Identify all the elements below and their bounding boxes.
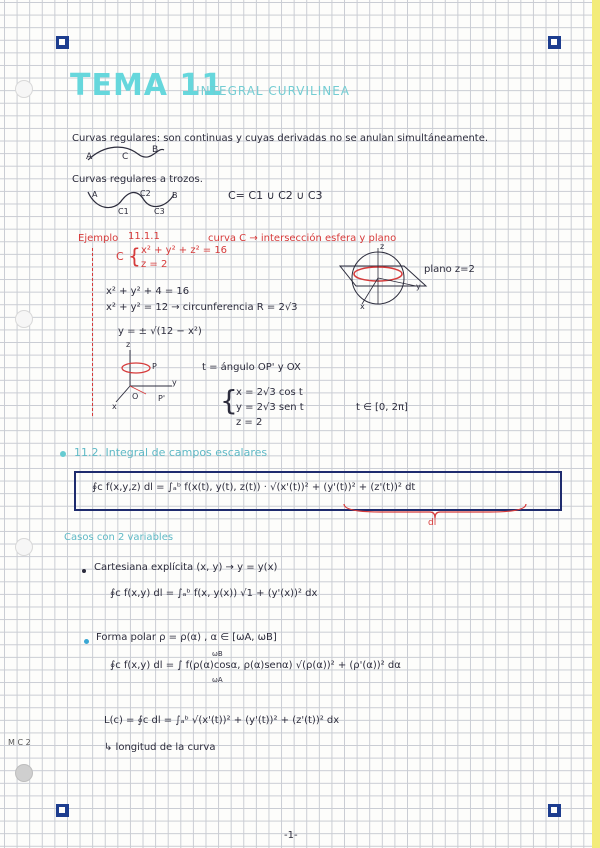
sphere-y-axis-label: y <box>416 282 421 291</box>
binder-hole <box>15 538 33 556</box>
t-definition: t = ángulo OP' y OX <box>202 362 301 373</box>
curve-c1-label: C1 <box>118 207 129 216</box>
page-title: TEMA 11 <box>70 68 224 103</box>
point-b-label: B <box>152 145 159 155</box>
corner-mark-bottom-right <box>548 804 561 817</box>
page-edge <box>592 0 600 848</box>
t-range: t ∈ [0, 2π] <box>356 402 408 413</box>
axis-y-label: y <box>172 378 177 387</box>
polar-upper-limit: ωB <box>212 650 223 658</box>
corner-mark-bottom-left <box>56 804 69 817</box>
margin-note: M C 2 <box>8 738 31 747</box>
param-y: y = 2√3 sen t <box>236 402 304 413</box>
point-a-label: A <box>86 152 93 162</box>
param-z: z = 2 <box>236 417 263 428</box>
system-brace: { <box>128 244 141 268</box>
plane-label: plano z=2 <box>424 264 475 275</box>
point-a-label: A <box>92 190 98 199</box>
page-number: -1- <box>284 830 298 841</box>
curve-c3-label: C3 <box>154 207 165 216</box>
param-brace: { <box>220 384 238 417</box>
sphere-x-axis-label: x <box>360 302 365 311</box>
system-equation-1: x² + y² + z² = 16 <box>141 245 228 256</box>
longitud-note: ↳ longitud de la curva <box>104 742 216 753</box>
dl-label: dl <box>428 518 437 528</box>
curve-c-symbol: C <box>116 250 124 263</box>
step-equation-1: x² + y² + 4 = 16 <box>106 286 190 297</box>
casos-heading: Casos con 2 variables <box>64 532 174 543</box>
system-equation-2: z = 2 <box>141 259 168 270</box>
cartesiana-formula: ∮c f(x,y) dl = ∫ₐᵇ f(x, y(x)) √1 + (y'(x))² dx <box>110 588 318 599</box>
step-equation-2: x² + y² = 12 → circunferencia R = 2√3 <box>106 302 298 313</box>
param-x: x = 2√3 cos t <box>236 387 303 398</box>
binder-hole <box>15 764 33 782</box>
longitud-formula: L(c) = ∮c dl = ∫ₐᵇ √(x'(t))² + (y'(t))² + (z'(t))² dx <box>104 715 340 726</box>
curve-c-label: C <box>122 152 129 162</box>
binder-hole <box>15 80 33 98</box>
step-equation-3: y = ± √(12 − x²) <box>118 326 202 337</box>
origin-label: O <box>132 392 139 401</box>
example-description: curva C → intersección esfera y plano <box>208 233 397 244</box>
corner-mark-top-left <box>56 36 69 49</box>
polar-formula: ∮c f(x,y) dl = ∫ f(ρ(α)cosα, ρ(α)senα) √(ρ(α))² + (ρ'(α))² dα <box>110 660 401 671</box>
example-margin-line <box>92 248 93 416</box>
list-bullet <box>82 569 86 573</box>
polar-angle-diagram <box>110 346 180 408</box>
binder-hole <box>15 310 33 328</box>
section-11-2-title: 11.2. Integral de campos escalares <box>74 446 268 459</box>
sphere-z-axis-label: z <box>380 242 385 251</box>
polar-text: Forma polar ρ = ρ(α) , α ∈ [ωA, ωB] <box>96 632 277 643</box>
list-bullet <box>84 639 89 644</box>
main-formula: ∮c f(x,y,z) dl = ∫ₐᵇ f(x(t), y(t), z(t)) · √(x'(t))² + (y'(t))² + (z'(t))² dt <box>92 482 416 493</box>
point-b-label: B <box>172 191 178 200</box>
piecewise-formula: C= C1 ∪ C2 ∪ C3 <box>228 189 323 202</box>
corner-mark-top-right <box>548 36 561 49</box>
curvas-trozos-text: Curvas regulares a trozos. <box>72 174 203 185</box>
curve-c2-label: C2 <box>140 189 151 198</box>
axis-z-label: z <box>126 340 131 349</box>
example-label: Ejemplo <box>78 233 119 244</box>
point-p-label: P <box>152 362 157 371</box>
section-bullet <box>60 451 66 457</box>
axis-x-label: x <box>112 402 117 411</box>
example-number: 11.1.1 <box>128 231 160 242</box>
curvas-regulares-text: Curvas regulares: son continuas y cuyas derivadas no se anulan simultáneamente. <box>72 133 489 144</box>
cartesiana-text: Cartesiana explícita (x, y) → y = y(x) <box>94 562 278 573</box>
polar-lower-limit: ωA <box>212 676 223 684</box>
point-p-prime-label: P' <box>158 394 166 403</box>
page-subtitle: - INTEGRAL CURVILINEA <box>186 84 351 98</box>
sphere-plane-diagram <box>334 236 444 316</box>
